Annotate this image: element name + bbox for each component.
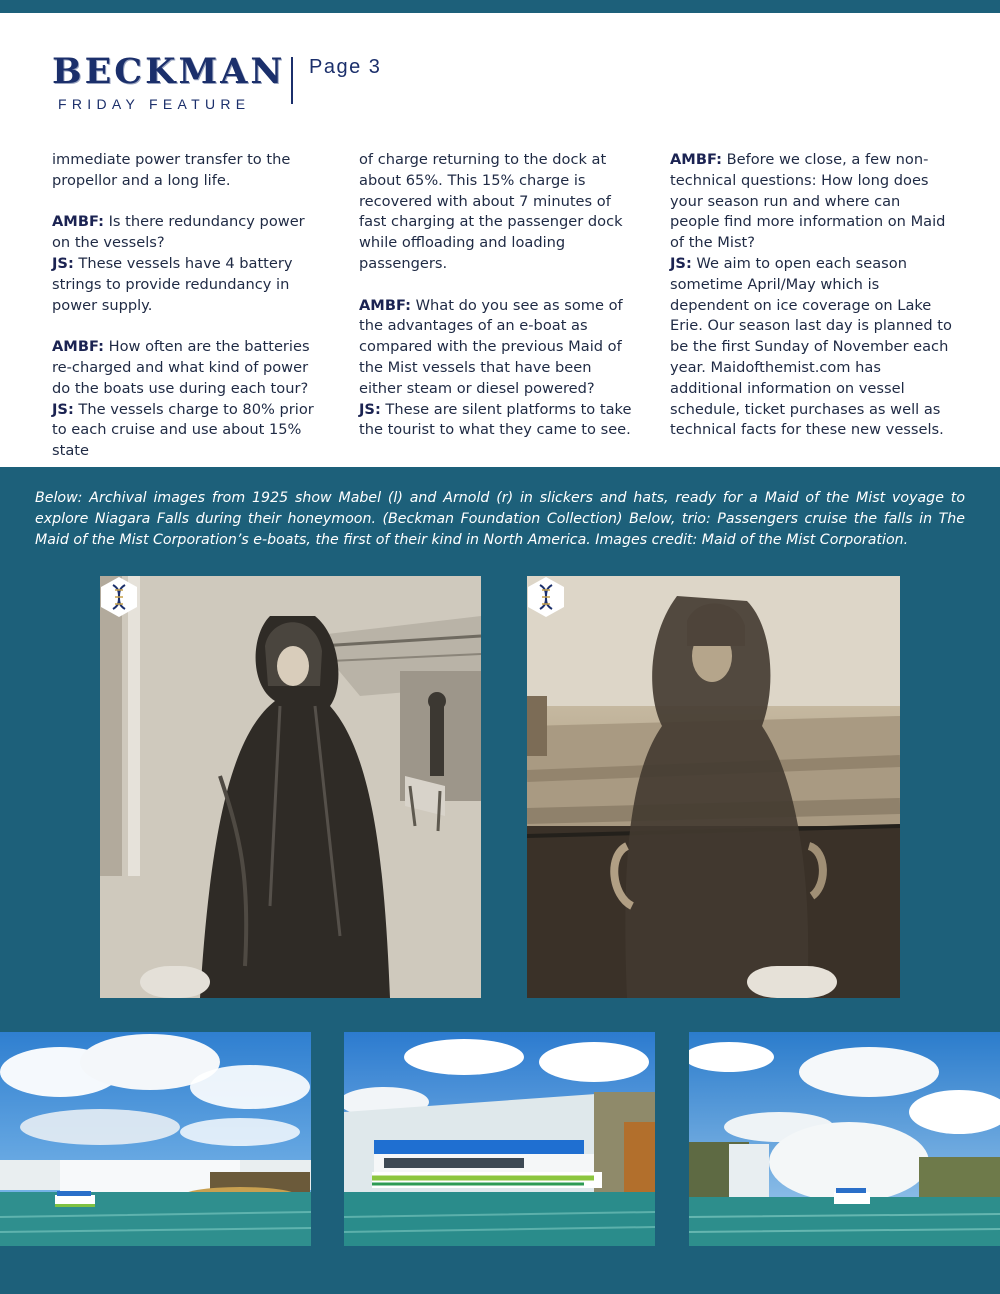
archival-photo-arnold	[527, 576, 900, 998]
masthead-divider	[291, 57, 293, 104]
speaker-label: AMBF:	[359, 296, 411, 314]
answer-text: These are silent platforms to take the tourist to what they came to see.	[359, 400, 632, 439]
archival-photo-mabel-illustration	[100, 576, 481, 998]
eboat-photo-3	[689, 1032, 1000, 1246]
question	[670, 150, 952, 254]
speaker-label: JS:	[52, 254, 74, 272]
eboat-photo-2-illustration	[344, 1032, 655, 1246]
question	[52, 212, 324, 254]
archival-photo-mabel	[100, 576, 481, 998]
masthead	[52, 50, 292, 112]
speaker-label: AMBF:	[52, 338, 104, 356]
archival-photo-arnold-illustration	[527, 576, 900, 998]
question	[52, 337, 324, 399]
dna-logo-icon	[100, 576, 138, 618]
answer	[359, 400, 635, 442]
speaker-label: JS:	[670, 254, 692, 272]
top-accent-bar	[0, 0, 1000, 13]
text-column-1	[52, 150, 324, 462]
paragraph: of charge returning to the dock at about 65%. This 15% charge is recovered with about 7 minutes of fast charging at the passenger dock while offloading and loading passengers.	[359, 151, 623, 272]
answer	[670, 254, 952, 441]
eboat-photo-1	[0, 1032, 311, 1246]
answer	[52, 254, 324, 316]
page-number: Page 3	[309, 56, 382, 78]
question-text: Before we close, a few non-technical questions: How long does your season run and where can people find more information on Maid of the Mist?	[670, 151, 946, 252]
question-text: How often are the batteries re-charged and what kind of power do the boats use during each tour?	[52, 338, 310, 397]
eboat-photo-2	[344, 1032, 655, 1246]
text-column-2	[359, 150, 635, 441]
photo-caption: Below: Archival images from 1925 show Mabel (l) and Arnold (r) in slickers and hats, ready for a Maid of the Mist voyage to explore Niagara Falls during their honeymoon. (Beckman Foundation Collection) Below, trio: Passengers cruise the falls in The Maid of the Mist Corporation’s e-boats, the first of their kind in North America. Images credit: Maid of the Mist Corporation.	[35, 490, 965, 548]
speaker-label: AMBF:	[52, 213, 104, 231]
speaker-label: JS:	[359, 400, 381, 418]
dna-logo-icon	[527, 576, 565, 618]
eboat-photo-3-illustration	[689, 1032, 1000, 1246]
photo-panel	[0, 467, 1000, 1294]
question	[359, 296, 635, 400]
brand-subtitle: FRIDAY FEATURE	[58, 96, 251, 112]
question-text: What do you see as some of the advantages of an e-boat as compared with the previous Maid of the Mist vessels that have been either steam or diesel powered?	[359, 296, 623, 397]
brand-title: BECKMAN	[52, 51, 286, 92]
answer-text: These vessels have 4 battery strings to provide redundancy in power supply.	[52, 254, 293, 314]
speaker-label: JS:	[52, 400, 74, 418]
question-text: Is there redundancy power on the vessels?	[52, 213, 305, 252]
interview-columns	[0, 150, 1000, 460]
speaker-label: AMBF:	[670, 151, 722, 168]
eboat-photo-1-illustration	[0, 1032, 311, 1246]
text-column-3	[670, 150, 952, 441]
answer-text: The vessels charge to 80% prior to each cruise and use about 15% state	[52, 400, 314, 460]
answer-text: We aim to open each season sometime April/May which is dependent on ice coverage on Lake Erie. Our season last day is planned to be the first Sunday of November each year. Maidofthemist.com has additional information on vessel schedule, ticket purchases as well as technical facts for these new vessels.	[670, 254, 952, 439]
paragraph: immediate power transfer to the propellor and a long life.	[52, 151, 291, 189]
answer	[52, 400, 324, 462]
